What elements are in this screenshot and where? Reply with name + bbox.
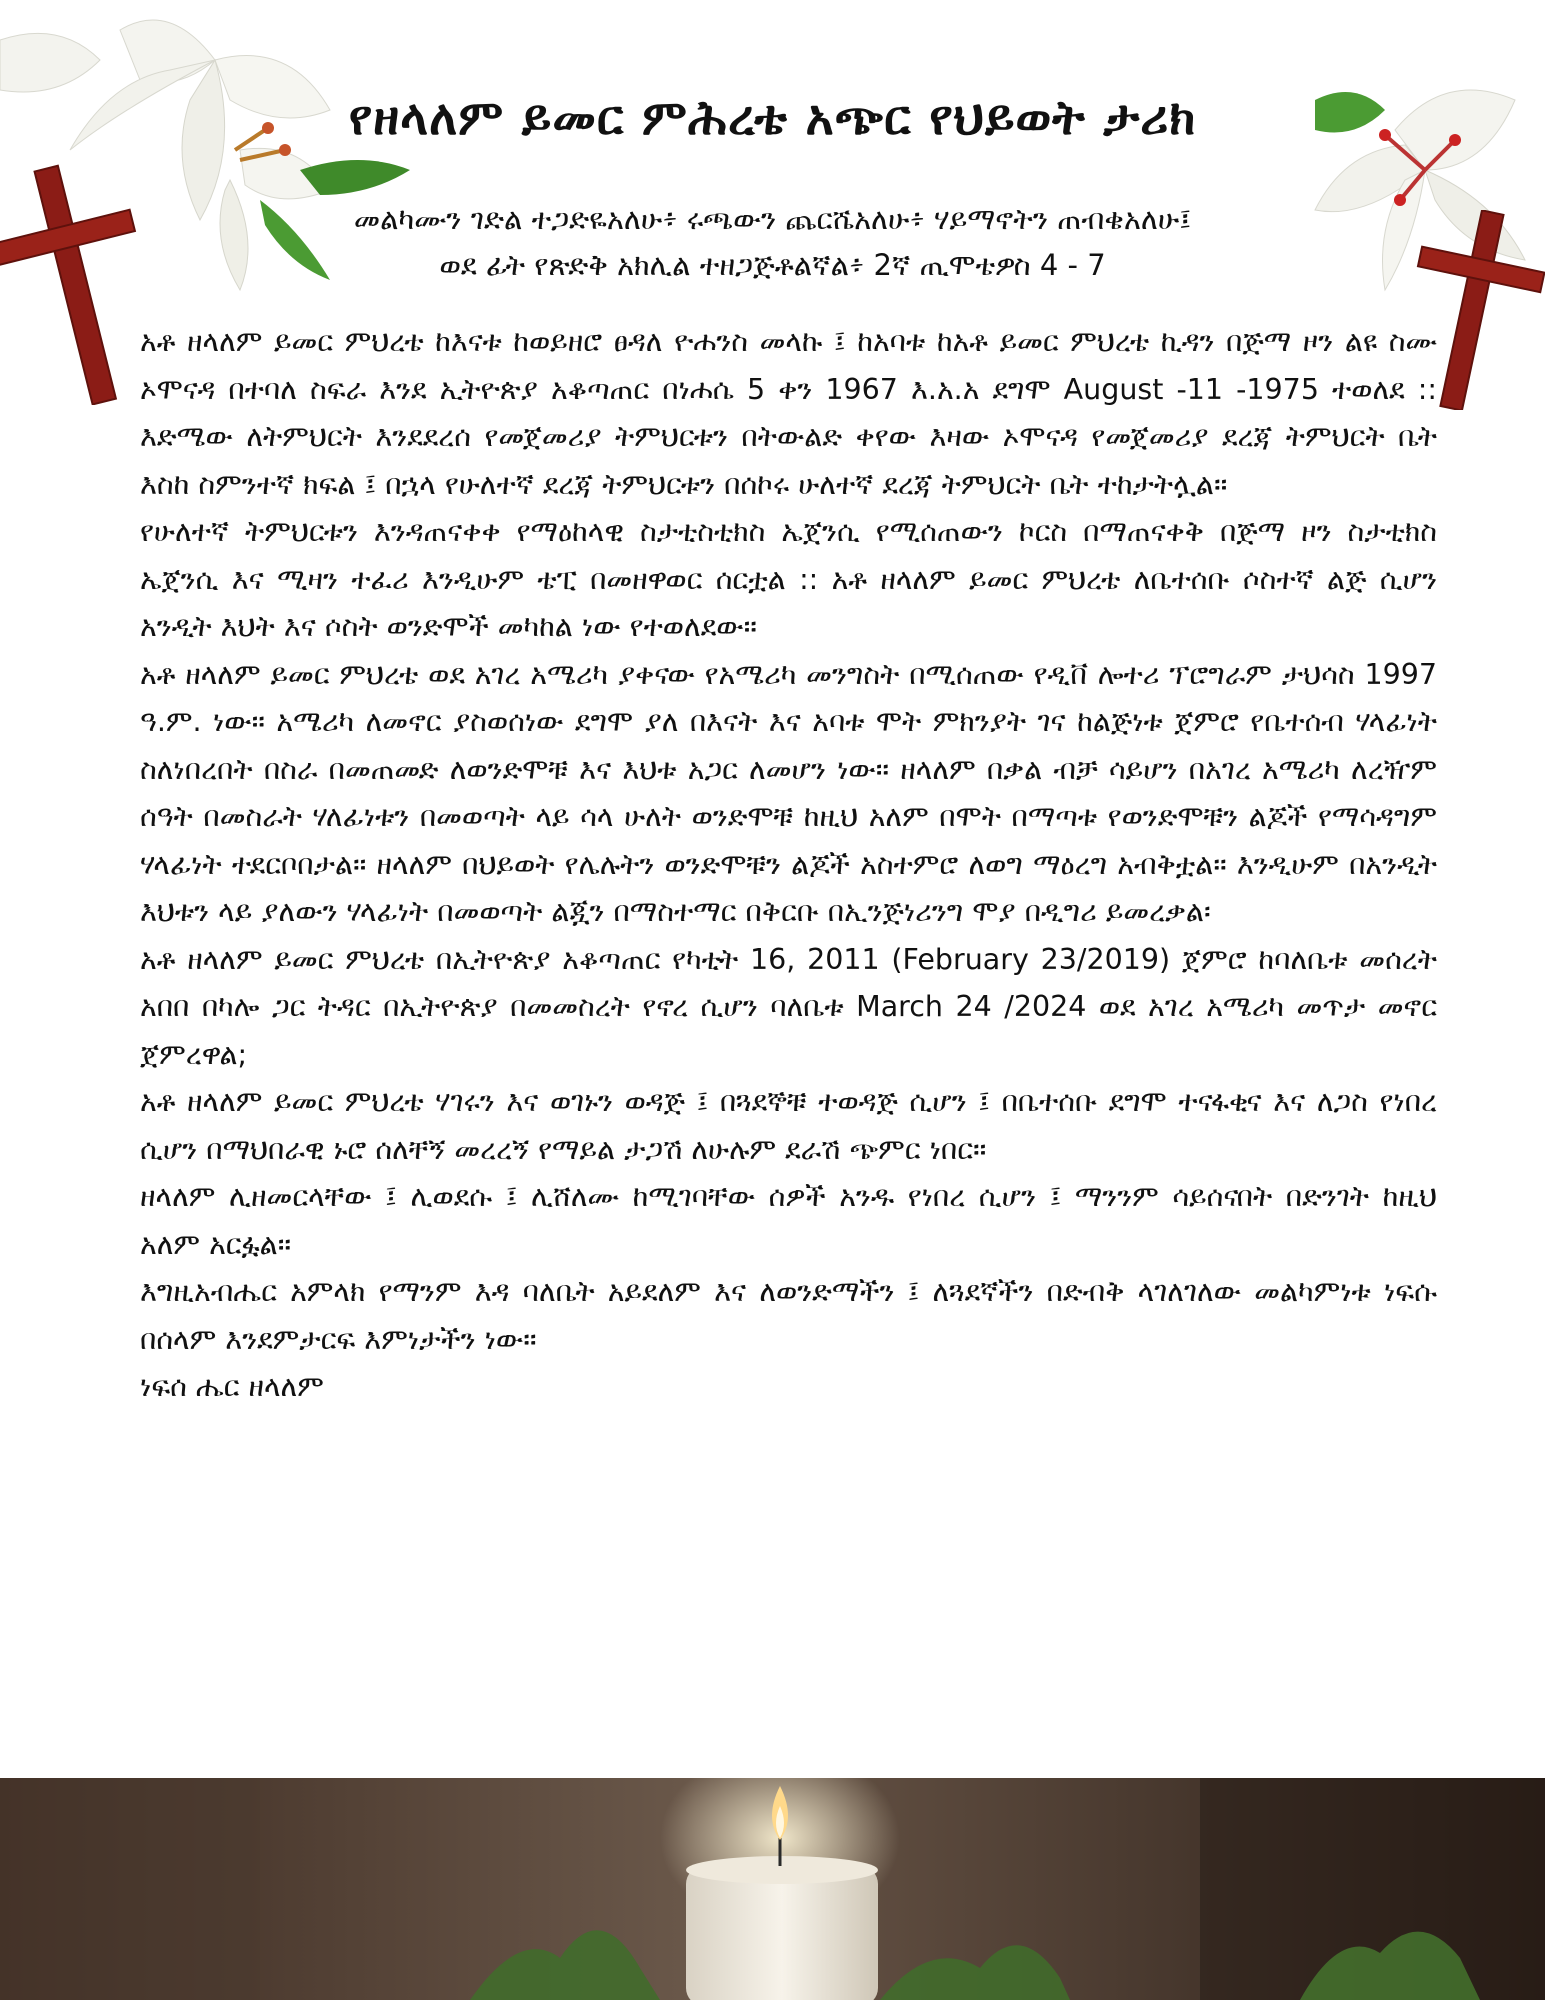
biography-text: [140, 318, 1437, 1411]
paragraph: አቶ ዘላለም ይመር ምህረቴ ሃገሩን እና ወገኑን ወዳጅ ፤ በጓደኞቹ ተወዳጅ ሲሆን ፤ በቤተሰቡ ደግሞ ተናፋቂና እና ለጋስ የነበረ ሲሆን በማህበራዊ ኑሮ ሰለቸኝ መረረኝ የማይል ታጋሽ ለሁሉም ደራሽ ጭምር ነበር።: [140, 1085, 1437, 1166]
verse-line: ወደ ፊት የጽድቅ አክሊል ተዘጋጅቶልኛል፥ 2ኛ ጢሞቴዎስ 4 - 7: [439, 248, 1106, 282]
candle-photo: [0, 1778, 1545, 2000]
paragraph: አቶ ዘላለም ይመር ምህረቴ ከእናቱ ከወይዘሮ ፀዳለ ዮሐንስ መላኩ ፤ ከአባቱ ከአቶ ይመር ምህረቴ ኪዳን በጅማ ዞን ልዩ ስሙ ኦሞናዳ በተባለ ስፍራ እንደ ኢትዮጵያ አቆጣጠር በነሐሴ 5 ቀን 1967 እ.አ.አ ደግሞ August -11 -1975 ተወለደ :: እድሜው ለትምህርት እንደደረሰ የመጀመሪያ ትምህርቱን በትውልድ ቀየው እዛው ኦሞናዳ የመጀመሪያ ደረጃ ትምህርት ቤት እስከ ስምንተኛ ክፍል ፤ በኋላ የሁለተኛ ደረጃ ትምህርቱን በሰኮሩ ሁለተኛ ደረጃ ትምህርት ቤት ተከታትሏል።: [140, 325, 1437, 501]
bible-verse: [180, 196, 1365, 288]
paragraph: የሁለተኛ ትምህርቱን እንዳጠናቀቀ የማዕከላዊ ስታቲስቲክስ ኤጀንሲ የሚሰጠውን ኮርስ በማጠናቀቅ በጅማ ዞን ስታቲክስ ኤጀንሲ እና ሚዛን ተፈሪ እንዲሁም ቴፒ በመዘዋወር ሰርቷል :: አቶ ዘላለም ይመር ምህረቴ ለቤተሰቡ ሶስተኛ ልጅ ሲሆን አንዲት እህት እና ሶስት ወንድሞች መካከል ነው የተወለደው።: [140, 515, 1437, 643]
verse-line: መልካሙን ገድል ተጋድዬአለሁ፥ ሩጫውን ጨርሼአለሁ፥ ሃይማኖትን ጠብቄአለሁ፤: [353, 202, 1192, 236]
page-title: የዘላለም ይመር ምሕረቴ አጭር የህይወት ታሪክ: [348, 90, 1197, 147]
paragraph: ዘላለም ሊዘመርላቸው ፤ ሊወደሱ ፤ ሊሸለሙ ከሚገባቸው ሰዎች አንዱ የነበረ ሲሆን ፤ ማንንም ሳይሰናበት በድንገት ከዚህ አለም አርፏል።: [140, 1180, 1437, 1261]
candle-icon: [0, 1778, 1545, 2000]
wooden-cross-icon: [0, 155, 150, 405]
paragraph: እግዚአብሔር አምላክ የማንም እዳ ባለቤት አይደለም እና ለወንድማችን ፤ ለጓደኛችን በድብቅ ላገለገለው መልካምነቱ ነፍሱ በሰላም እንደምታርፍ እምነታችን ነው።: [140, 1275, 1437, 1356]
paragraph: አቶ ዘላለም ይመር ምህረቴ በኢትዮጵያ አቆጣጠር የካቲት 16, 2011 (February 23/2019) ጀምሮ ከባለቤቱ መሰረት አበበ በካሎ ጋር ትዳር በኢትዮጵያ በመመስረት የኖረ ሲሆን ባለቤቱ March 24 /2024 ወደ አገረ አሜሪካ መጥታ መኖር ጀምረዋል;: [140, 942, 1437, 1071]
closing-line: ነፍሰ ሔር ዘላለም: [140, 1370, 324, 1403]
paragraph: አቶ ዘላለም ይመር ምህረቴ ወደ አገረ አሜሪካ ያቀናው የአሜሪካ መንግስት በሚሰጠው የዲቨ ሎተሪ ፕሮግራም ታህሳስ 1997 ዓ.ም. ነው። አሜሪካ ለመኖር ያስወሰነው ደግሞ ያለ በእናት እና አባቱ ሞት ምክንያት ገና ከልጅነቱ ጀምሮ የቤተሰብ ሃላፊነት ስለነበረበት በስራ በመጠመድ ለወንድሞቹ እና እህቱ አጋር ለመሆን ነው። ዘላለም በቃል ብቻ ሳይሆን በአገረ አሜሪካ ለረዥም ሰዓት በመስራት ሃለፊነቱን በመወጣት ላይ ሳላ ሁለት ወንድሞቹ ከዚህ አለም በሞት በማጣቱ የወንድሞቹን ልጆች የማሳዳግም ሃላፊነት ተደርቦበታል። ዘላለም በህይወት የሌሉትን ወንድሞቹን ልጆች አስተምሮ ለወግ ማዕረግ አብቅቷል። እንዲሁም በአንዲት እህቱን ላይ ያለውን ሃላፊነት በመወጣት ልጇን በማስተማር በቅርቡ በኢንጅነሪንግ ሞያ በዲግሪ ይመረቃል፡: [140, 657, 1437, 928]
